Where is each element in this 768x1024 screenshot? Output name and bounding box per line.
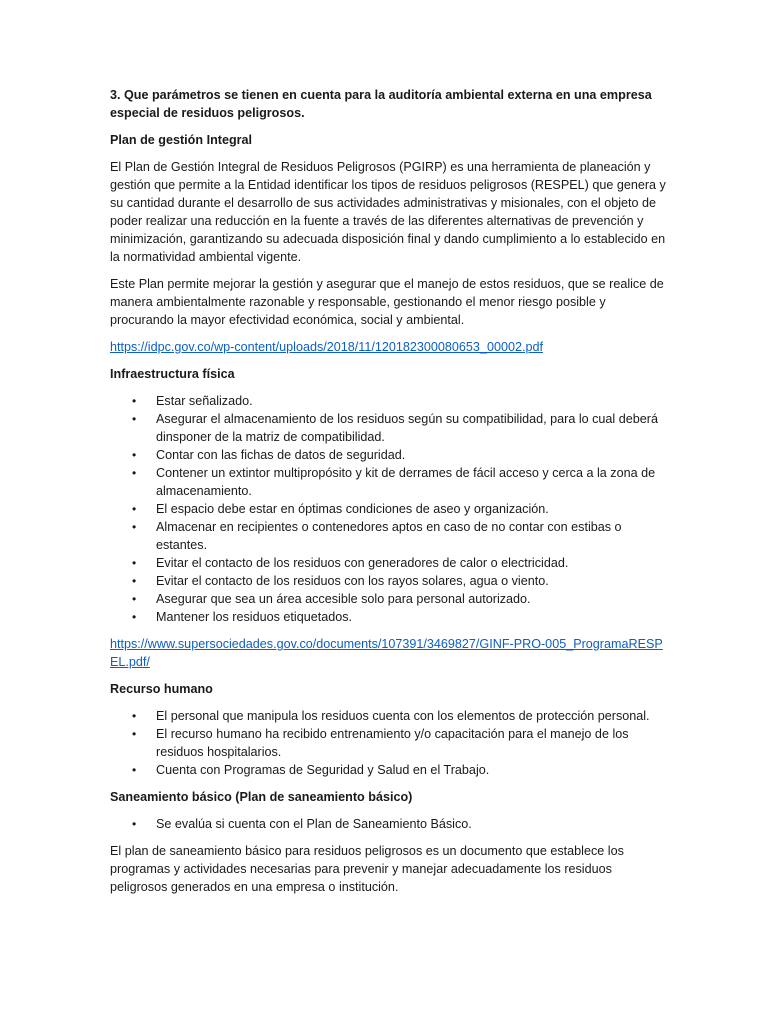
list-item-text: Contener un extintor multipropósito y kit de derrames de fácil acceso y cerca a la zona de almacenamiento. — [156, 466, 656, 498]
list-item — [110, 608, 668, 626]
paragraph: El plan de saneamiento básico para residuos peligrosos es un documento que establece los programas y actividades necesarias para prevenir y manejar adecuadamente los residuos peligrosos generados en una empresa o institución. — [110, 844, 624, 894]
list-item-text: Evitar el contacto de los residuos con los rayos solares, agua o viento. — [156, 574, 549, 588]
source-link[interactable]: https://www.supersociedades.gov.co/documents/107391/3469827/GINF-PRO-005_ProgramaRESPEL.pdf/ — [110, 637, 663, 669]
list-item — [110, 464, 668, 500]
section-heading: Plan de gestión Integral — [110, 133, 253, 147]
list-item — [110, 815, 668, 833]
bullet-icon: • — [132, 610, 137, 624]
list-item — [110, 500, 668, 518]
list-item — [110, 518, 668, 554]
section-infraestructura — [110, 365, 668, 671]
list-item — [110, 554, 668, 572]
bullet-list — [110, 815, 668, 833]
bullet-icon: • — [132, 394, 137, 408]
section-heading: Infraestructura física — [110, 367, 235, 381]
section-heading: Recurso humano — [110, 682, 213, 696]
bullet-icon: • — [132, 466, 137, 480]
section-saneamiento — [110, 788, 668, 896]
bullet-icon: • — [132, 520, 137, 534]
list-item-text: El recurso humano ha recibido entrenamiento y/o capacitación para el manejo de los residuos hospitalarios. — [156, 727, 629, 759]
list-item-text: Cuenta con Programas de Seguridad y Salud en el Trabajo. — [156, 763, 490, 777]
bullet-icon: • — [132, 412, 137, 426]
list-item-text: Mantener los residuos etiquetados. — [156, 610, 353, 624]
bullet-icon: • — [132, 763, 137, 777]
list-item-text: Almacenar en recipientes o contenedores aptos en caso de no contar con estibas o estantes. — [156, 520, 622, 552]
bullet-icon: • — [132, 556, 137, 570]
bullet-icon: • — [132, 817, 137, 831]
bullet-icon: • — [132, 574, 137, 588]
list-item — [110, 761, 668, 779]
paragraph: El Plan de Gestión Integral de Residuos Peligrosos (PGIRP) es una herramienta de planeación y gestión que permite a la Entidad identificar los tipos de residuos peligrosos (RESPEL) que genera y su cantidad durante el desarrollo de sus actividades administrativas y misionales, con el objeto de poder realizar una reducción en la fuente a través de las diferentes alternativas de prevención y minimización, garantizando su adecuada disposición final y dando cumplimiento a lo establecido en la normatividad ambiental vigente. — [110, 160, 666, 264]
section-heading: Saneamiento básico (Plan de saneamiento básico) — [110, 790, 413, 804]
list-item-text: Asegurar el almacenamiento de los residuos según su compatibilidad, para lo cual deberá dinsponer de la matriz de compatibilidad. — [156, 412, 658, 444]
list-item-text: Se evalúa si cuenta con el Plan de Saneamiento Básico. — [156, 817, 472, 831]
list-item-text: Estar señalizado. — [156, 394, 253, 408]
list-item — [110, 725, 668, 761]
section-plan-gestion — [110, 131, 668, 356]
bullet-list — [110, 392, 668, 626]
list-item — [110, 590, 668, 608]
list-item-text: El espacio debe estar en óptimas condiciones de aseo y organización. — [156, 502, 549, 516]
bullet-icon: • — [132, 502, 137, 516]
bullet-icon: • — [132, 592, 137, 606]
bullet-icon: • — [132, 448, 137, 462]
paragraph: Este Plan permite mejorar la gestión y asegurar que el manejo de estos residuos, que se realice de manera ambientalmente razonable y responsable, gestionando el menor riesgo posible y procurando la mayor efectividad económica, social y ambiental. — [110, 277, 664, 327]
bullet-icon: • — [132, 727, 137, 741]
list-item — [110, 446, 668, 464]
list-item-text: Contar con las fichas de datos de seguridad. — [156, 448, 406, 462]
list-item-text: Evitar el contacto de los residuos con generadores de calor o electricidad. — [156, 556, 569, 570]
list-item — [110, 572, 668, 590]
list-item-text: El personal que manipula los residuos cuenta con los elementos de protección personal. — [156, 709, 650, 723]
list-item — [110, 392, 668, 410]
source-link[interactable]: https://idpc.gov.co/wp-content/uploads/2018/11/120182300080653_00002.pdf — [110, 340, 543, 354]
question-title: 3. Que parámetros se tienen en cuenta para la auditoría ambiental externa en una empresa especial de residuos peligrosos. — [110, 88, 652, 120]
list-item — [110, 707, 668, 725]
list-item — [110, 410, 668, 446]
section-recurso-humano — [110, 680, 668, 779]
bullet-list — [110, 707, 668, 779]
list-item-text: Asegurar que sea un área accesible solo para personal autorizado. — [156, 592, 531, 606]
bullet-icon: • — [132, 709, 137, 723]
